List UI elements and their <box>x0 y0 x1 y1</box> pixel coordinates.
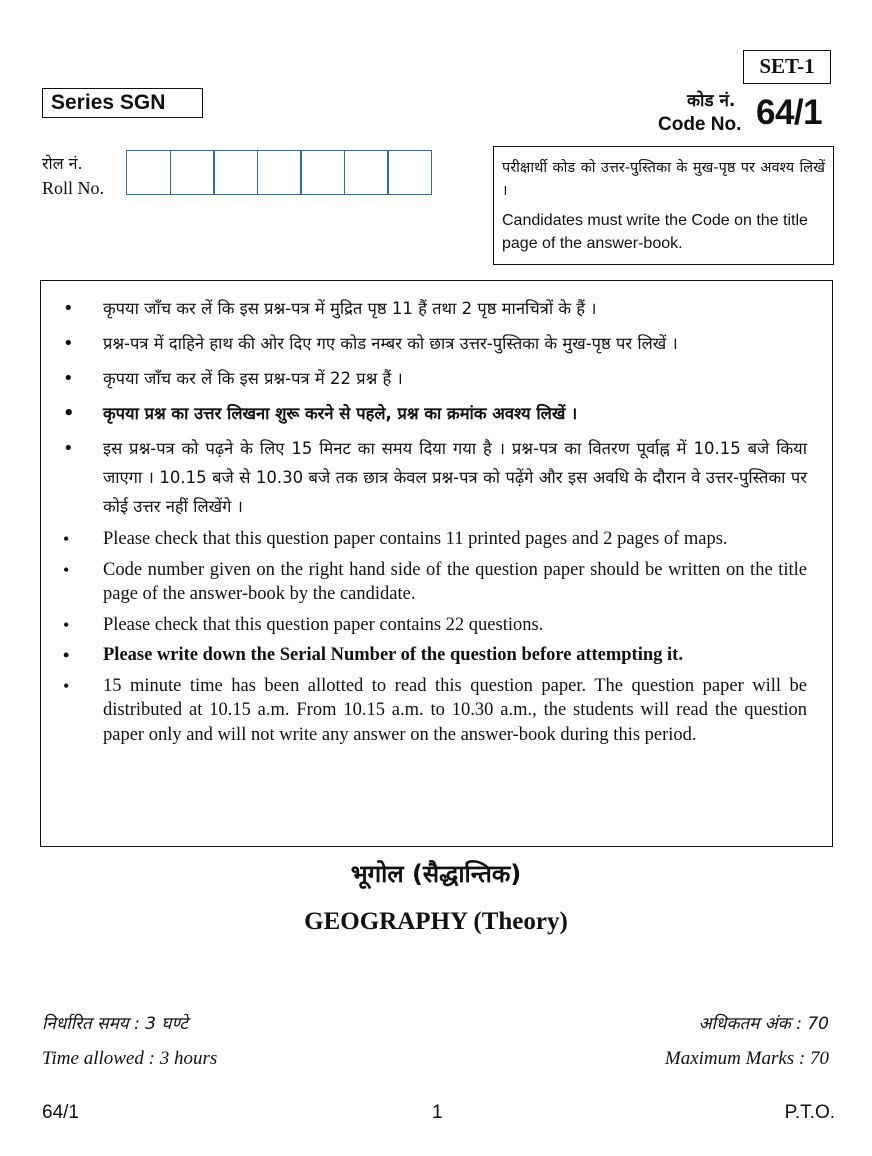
candidate-note-hindi: परीक्षार्थी कोड को उत्तर-पुस्तिका के मुख-पृष्ठ पर अवश्य लिखें । <box>502 160 825 199</box>
instruction-item <box>63 527 807 552</box>
maximum-marks: Maximum Marks : 70 <box>664 1048 829 1069</box>
instruction-item <box>63 399 807 428</box>
instruction-item <box>63 613 807 638</box>
instruction-item <box>63 434 807 521</box>
bullet-icon: • <box>63 559 70 580</box>
maximum-marks-hindi: अधिकतम अंक : 70 <box>698 1014 829 1034</box>
roll-digit-box[interactable] <box>387 150 432 195</box>
instruction-item <box>63 643 807 668</box>
instruction-item <box>63 364 807 393</box>
instruction-text: Please check that this question paper contains 22 questions. <box>103 614 544 635</box>
roll-digit-box[interactable] <box>170 150 215 195</box>
bullet-icon: • <box>63 368 74 389</box>
roll-number-boxes[interactable] <box>126 150 432 195</box>
bullet-icon: • <box>63 645 70 665</box>
bullet-icon: • <box>63 298 74 319</box>
instruction-text: Code number given on the right hand side of the question paper should be written on the title page of the answer-book by the candidate. <box>103 559 807 604</box>
instruction-text: इस प्रश्न-पत्र को पढ़ने के लिए 15 मिनट का समय दिया गया है । प्रश्न-पत्र का वितरण पूर्वाह्न में 10.15 बजे किया जाएगा । 10.15 बजे से 10.30 बजे तक छात्र केवल प्रश्न-पत्र को पढ़ेंगे और इस अवधि के दौरान वे उत्तर-पुस्तिका पर कोई उत्तर नहीं लिखेंगे । <box>103 439 807 516</box>
instructions-box <box>40 280 833 847</box>
time-allowed-hindi: निर्धारित समय : 3 घण्टे <box>42 1014 188 1034</box>
roll-digit-box[interactable] <box>257 150 302 195</box>
bullet-icon: • <box>63 438 74 459</box>
bullet-icon: • <box>63 333 74 354</box>
subject-title: GEOGRAPHY (Theory) <box>304 908 568 935</box>
instruction-item <box>63 674 807 748</box>
candidate-note-box <box>493 146 834 265</box>
bullet-icon: • <box>63 529 70 549</box>
instruction-text: कृपया प्रश्न का उत्तर लिखना शुरू करने से पहले, प्रश्न का क्रमांक अवश्य लिखें । <box>103 404 578 423</box>
instruction-item <box>63 558 807 607</box>
instruction-item <box>63 294 807 323</box>
bullet-icon: • <box>63 675 70 696</box>
set-label: SET-1 <box>743 50 831 84</box>
roll-digit-box[interactable] <box>344 150 389 195</box>
candidate-note: Candidates must write the Code on the title page of the answer-book. <box>502 212 808 252</box>
instruction-text: Please check that this question paper contains 11 printed pages and 2 pages of maps. <box>103 529 728 549</box>
code-label: Code No. <box>658 114 742 135</box>
instruction-text: Please write down the Serial Number of the question before attempting it. <box>103 645 683 665</box>
footer-code: 64/1 <box>42 1102 79 1123</box>
page-number: 1 <box>432 1102 443 1123</box>
code-label-hindi: कोड नं. <box>687 91 736 111</box>
roll-digit-box[interactable] <box>300 150 345 195</box>
pto-label: P.T.O. <box>784 1102 835 1123</box>
bullet-icon: • <box>63 403 75 424</box>
code-number: 64/1 <box>756 93 823 132</box>
instruction-text: कृपया जाँच कर लें कि इस प्रश्न-पत्र में मुद्रित पृष्ठ 11 हैं तथा 2 पृष्ठ मानचित्रों के हैं । <box>103 299 597 318</box>
roll-digit-box[interactable] <box>126 150 171 195</box>
roll-label-hindi: रोल नं. <box>42 154 83 173</box>
time-allowed: Time allowed : 3 hours <box>42 1048 218 1069</box>
bullet-icon: • <box>63 614 70 635</box>
instruction-text: प्रश्न-पत्र में दाहिने हाथ की ओर दिए गए कोड नम्बर को छात्र उत्तर-पुस्तिका के मुख-पृष्ठ पर लिखें । <box>103 334 678 353</box>
roll-digit-box[interactable] <box>213 150 258 195</box>
subject-title-hindi: भूगोल (सैद्धान्तिक) <box>350 860 522 888</box>
instruction-text: कृपया जाँच कर लें कि इस प्रश्न-पत्र में 22 प्रश्न हैं । <box>103 369 403 388</box>
instructions-list <box>63 294 807 747</box>
roll-label: Roll No. <box>42 178 105 198</box>
series-label: Series SGN <box>42 88 203 118</box>
instruction-item <box>63 329 807 358</box>
instruction-text: 15 minute time has been allotted to read this question paper. The question paper will be distributed at 10.15 a.m. From 10.15 a.m. to 10.30 a.m., the students will read the question paper only and will not write any answer on the answer-book during this period. <box>103 675 807 745</box>
